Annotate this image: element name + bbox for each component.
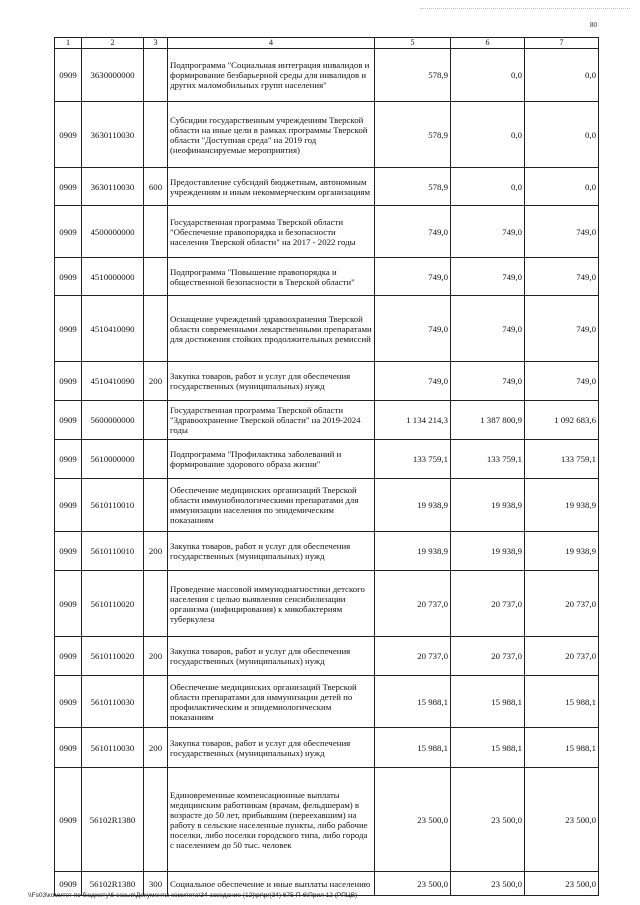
page-number: 80 xyxy=(590,21,597,29)
column-header: 3 xyxy=(144,38,168,49)
section-code: 0909 xyxy=(55,676,82,728)
table-row xyxy=(55,401,599,440)
amount-year-3: 15 988,1 xyxy=(525,676,599,728)
amount-year-1: 749,0 xyxy=(375,296,451,362)
amount-year-1: 1 134 214,3 xyxy=(375,401,451,440)
amount-year-2: 0,0 xyxy=(451,49,525,102)
target-article-code: 5610110030 xyxy=(82,728,144,768)
section-code: 0909 xyxy=(55,479,82,532)
amount-year-1: 19 938,9 xyxy=(375,532,451,571)
section-code: 0909 xyxy=(55,872,82,896)
expense-type-code xyxy=(144,440,168,479)
amount-year-2: 749,0 xyxy=(451,258,525,296)
target-article-code: 3630110030 xyxy=(82,102,144,168)
section-code: 0909 xyxy=(55,296,82,362)
expense-type-code xyxy=(144,49,168,102)
section-code: 0909 xyxy=(55,401,82,440)
expense-type-code: 200 xyxy=(144,362,168,401)
target-article-code: 5610110010 xyxy=(82,479,144,532)
amount-year-1: 23 500,0 xyxy=(375,768,451,872)
column-header: 7 xyxy=(525,38,599,49)
amount-year-3: 749,0 xyxy=(525,296,599,362)
table-row xyxy=(55,637,599,676)
expense-type-code xyxy=(144,296,168,362)
item-description: Оснащение учреждений здравоохранения Тверской области современными лекарственными препаратами для достижения стойких продолжительных ремиссий xyxy=(168,296,375,362)
amount-year-3: 133 759,1 xyxy=(525,440,599,479)
amount-year-2: 15 988,1 xyxy=(451,676,525,728)
section-code: 0909 xyxy=(55,532,82,571)
target-article-code: 5610110020 xyxy=(82,637,144,676)
amount-year-3: 19 938,9 xyxy=(525,479,599,532)
expense-type-code xyxy=(144,479,168,532)
amount-year-2: 15 988,1 xyxy=(451,728,525,768)
amount-year-3: 15 988,1 xyxy=(525,728,599,768)
item-description: Подпрограмма "Профилактика заболеваний и формирование здорового образа жизни" xyxy=(168,440,375,479)
table-row xyxy=(55,440,599,479)
item-description: Единовременные компенсационные выплаты медицинским работникам (врачам, фельдшерам) в возрасте до 50 лет, прибывшим (переехавшим) на работу в сельские населенные пункты, либо рабочие поселки, либо поселки городского типа, либо города с населением до 50 тыс. человек xyxy=(168,768,375,872)
table-header-row xyxy=(55,38,599,49)
amount-year-3: 1 092 683,6 xyxy=(525,401,599,440)
section-code: 0909 xyxy=(55,49,82,102)
amount-year-3: 23 500,0 xyxy=(525,872,599,896)
expense-type-code xyxy=(144,206,168,258)
amount-year-1: 578,9 xyxy=(375,168,451,206)
item-description: Обеспечение медицинских организаций Тверской области препаратами для иммунизации детей по профилактическим и эпидемиологическим показаниям xyxy=(168,676,375,728)
item-description: Обеспечение медицинских организаций Тверской области иммунобиологическими препаратами для иммунизации населения по эпидемическим показаниям xyxy=(168,479,375,532)
amount-year-2: 23 500,0 xyxy=(451,872,525,896)
table-row xyxy=(55,168,599,206)
amount-year-2: 749,0 xyxy=(451,362,525,401)
top-scan-marks xyxy=(420,2,630,9)
table-row xyxy=(55,571,599,637)
expense-type-code: 200 xyxy=(144,728,168,768)
amount-year-3: 20 737,0 xyxy=(525,571,599,637)
item-description: Закупка товаров, работ и услуг для обеспечения государственных (муниципальных) нужд xyxy=(168,532,375,571)
table-row xyxy=(55,258,599,296)
column-header: 2 xyxy=(82,38,144,49)
item-description: Государственная программа Тверской области "Обеспечение правопорядка и безопасности населения Тверской области" на 2017 - 2022 годы xyxy=(168,206,375,258)
target-article-code: 3630110030 xyxy=(82,168,144,206)
expense-type-code xyxy=(144,258,168,296)
expense-type-code xyxy=(144,401,168,440)
amount-year-1: 749,0 xyxy=(375,362,451,401)
amount-year-1: 15 988,1 xyxy=(375,676,451,728)
target-article-code: 4510410090 xyxy=(82,296,144,362)
column-header: 6 xyxy=(451,38,525,49)
amount-year-2: 23 500,0 xyxy=(451,768,525,872)
section-code: 0909 xyxy=(55,768,82,872)
amount-year-1: 578,9 xyxy=(375,49,451,102)
item-description: Подпрограмма "Социальная интеграция инвалидов и формирование безбарьерной среды для инвалидов и других маломобильных групп населения" xyxy=(168,49,375,102)
section-code: 0909 xyxy=(55,728,82,768)
target-article-code: 3630000000 xyxy=(82,49,144,102)
expense-type-code: 200 xyxy=(144,637,168,676)
item-description: Государственная программа Тверской области "Здравоохранение Тверской области" на 2019-2024 годы xyxy=(168,401,375,440)
amount-year-2: 1 387 800,9 xyxy=(451,401,525,440)
amount-year-1: 133 759,1 xyxy=(375,440,451,479)
expense-type-code xyxy=(144,102,168,168)
section-code: 0909 xyxy=(55,102,82,168)
expense-type-code: 200 xyxy=(144,532,168,571)
target-article-code: 4510410090 xyxy=(82,362,144,401)
table-row xyxy=(55,728,599,768)
target-article-code: 5600000000 xyxy=(82,401,144,440)
item-description: Проведение массовой иммунодиагностики детского населения с целью выявления сенсибилизации организма (инфицирования) к микобактериям туберкулеза xyxy=(168,571,375,637)
footer-file-path: \\Fs03\комитет по бюджету\6 созыв\Документы комитета\34 заседание (12)\pr\pr(34) 675-П-6\Прил 12 (РПЦВ) xyxy=(28,892,358,899)
table-row xyxy=(55,479,599,532)
expense-type-code: 600 xyxy=(144,168,168,206)
column-header: 5 xyxy=(375,38,451,49)
amount-year-2: 0,0 xyxy=(451,102,525,168)
amount-year-2: 20 737,0 xyxy=(451,637,525,676)
table-row xyxy=(55,102,599,168)
amount-year-1: 749,0 xyxy=(375,206,451,258)
amount-year-1: 20 737,0 xyxy=(375,637,451,676)
target-article-code: 56102R1380 xyxy=(82,872,144,896)
budget-table xyxy=(54,37,599,896)
expense-type-code xyxy=(144,571,168,637)
amount-year-3: 20 737,0 xyxy=(525,637,599,676)
amount-year-1: 19 938,9 xyxy=(375,479,451,532)
table-row xyxy=(55,362,599,401)
table-row xyxy=(55,206,599,258)
section-code: 0909 xyxy=(55,258,82,296)
expense-type-code xyxy=(144,676,168,728)
amount-year-2: 0,0 xyxy=(451,168,525,206)
item-description: Социальное обеспечение и иные выплаты населению xyxy=(168,872,375,896)
section-code: 0909 xyxy=(55,168,82,206)
table-row xyxy=(55,676,599,728)
table-row xyxy=(55,49,599,102)
section-code: 0909 xyxy=(55,362,82,401)
table-row xyxy=(55,296,599,362)
amount-year-1: 749,0 xyxy=(375,258,451,296)
target-article-code: 5610000000 xyxy=(82,440,144,479)
target-article-code: 5610110020 xyxy=(82,571,144,637)
item-description: Закупка товаров, работ и услуг для обеспечения государственных (муниципальных) нужд xyxy=(168,728,375,768)
amount-year-3: 0,0 xyxy=(525,168,599,206)
item-description: Предоставление субсидий бюджетным, автономным учреждениям и иным некоммерческим организациям xyxy=(168,168,375,206)
table-row xyxy=(55,768,599,872)
amount-year-1: 23 500,0 xyxy=(375,872,451,896)
amount-year-3: 0,0 xyxy=(525,102,599,168)
item-description: Подпрограмма "Повышение правопорядка и общественной безопасности в Тверской области" xyxy=(168,258,375,296)
target-article-code: 4500000000 xyxy=(82,206,144,258)
item-description: Закупка товаров, работ и услуг для обеспечения государственных (муниципальных) нужд xyxy=(168,362,375,401)
amount-year-2: 20 737,0 xyxy=(451,571,525,637)
table-row xyxy=(55,532,599,571)
amount-year-3: 23 500,0 xyxy=(525,768,599,872)
amount-year-2: 19 938,9 xyxy=(451,479,525,532)
section-code: 0909 xyxy=(55,206,82,258)
amount-year-2: 749,0 xyxy=(451,206,525,258)
target-article-code: 5610110010 xyxy=(82,532,144,571)
amount-year-2: 749,0 xyxy=(451,296,525,362)
amount-year-2: 133 759,1 xyxy=(451,440,525,479)
amount-year-3: 749,0 xyxy=(525,258,599,296)
amount-year-1: 20 737,0 xyxy=(375,571,451,637)
amount-year-2: 19 938,9 xyxy=(451,532,525,571)
amount-year-1: 15 988,1 xyxy=(375,728,451,768)
item-description: Закупка товаров, работ и услуг для обеспечения государственных (муниципальных) нужд xyxy=(168,637,375,676)
expense-type-code xyxy=(144,768,168,872)
section-code: 0909 xyxy=(55,571,82,637)
item-description: Субсидии государственным учреждениям Тверской области на иные цели в рамках программы Тверской области "Доступная среда" на 2019 год (неофинансируемые мероприятия) xyxy=(168,102,375,168)
amount-year-3: 0,0 xyxy=(525,49,599,102)
expense-type-code: 300 xyxy=(144,872,168,896)
amount-year-1: 578,9 xyxy=(375,102,451,168)
target-article-code: 56102R1380 xyxy=(82,768,144,872)
amount-year-3: 749,0 xyxy=(525,362,599,401)
target-article-code: 5610110030 xyxy=(82,676,144,728)
amount-year-3: 749,0 xyxy=(525,206,599,258)
section-code: 0909 xyxy=(55,440,82,479)
column-header: 4 xyxy=(168,38,375,49)
section-code: 0909 xyxy=(55,637,82,676)
amount-year-3: 19 938,9 xyxy=(525,532,599,571)
target-article-code: 4510000000 xyxy=(82,258,144,296)
column-header: 1 xyxy=(55,38,82,49)
